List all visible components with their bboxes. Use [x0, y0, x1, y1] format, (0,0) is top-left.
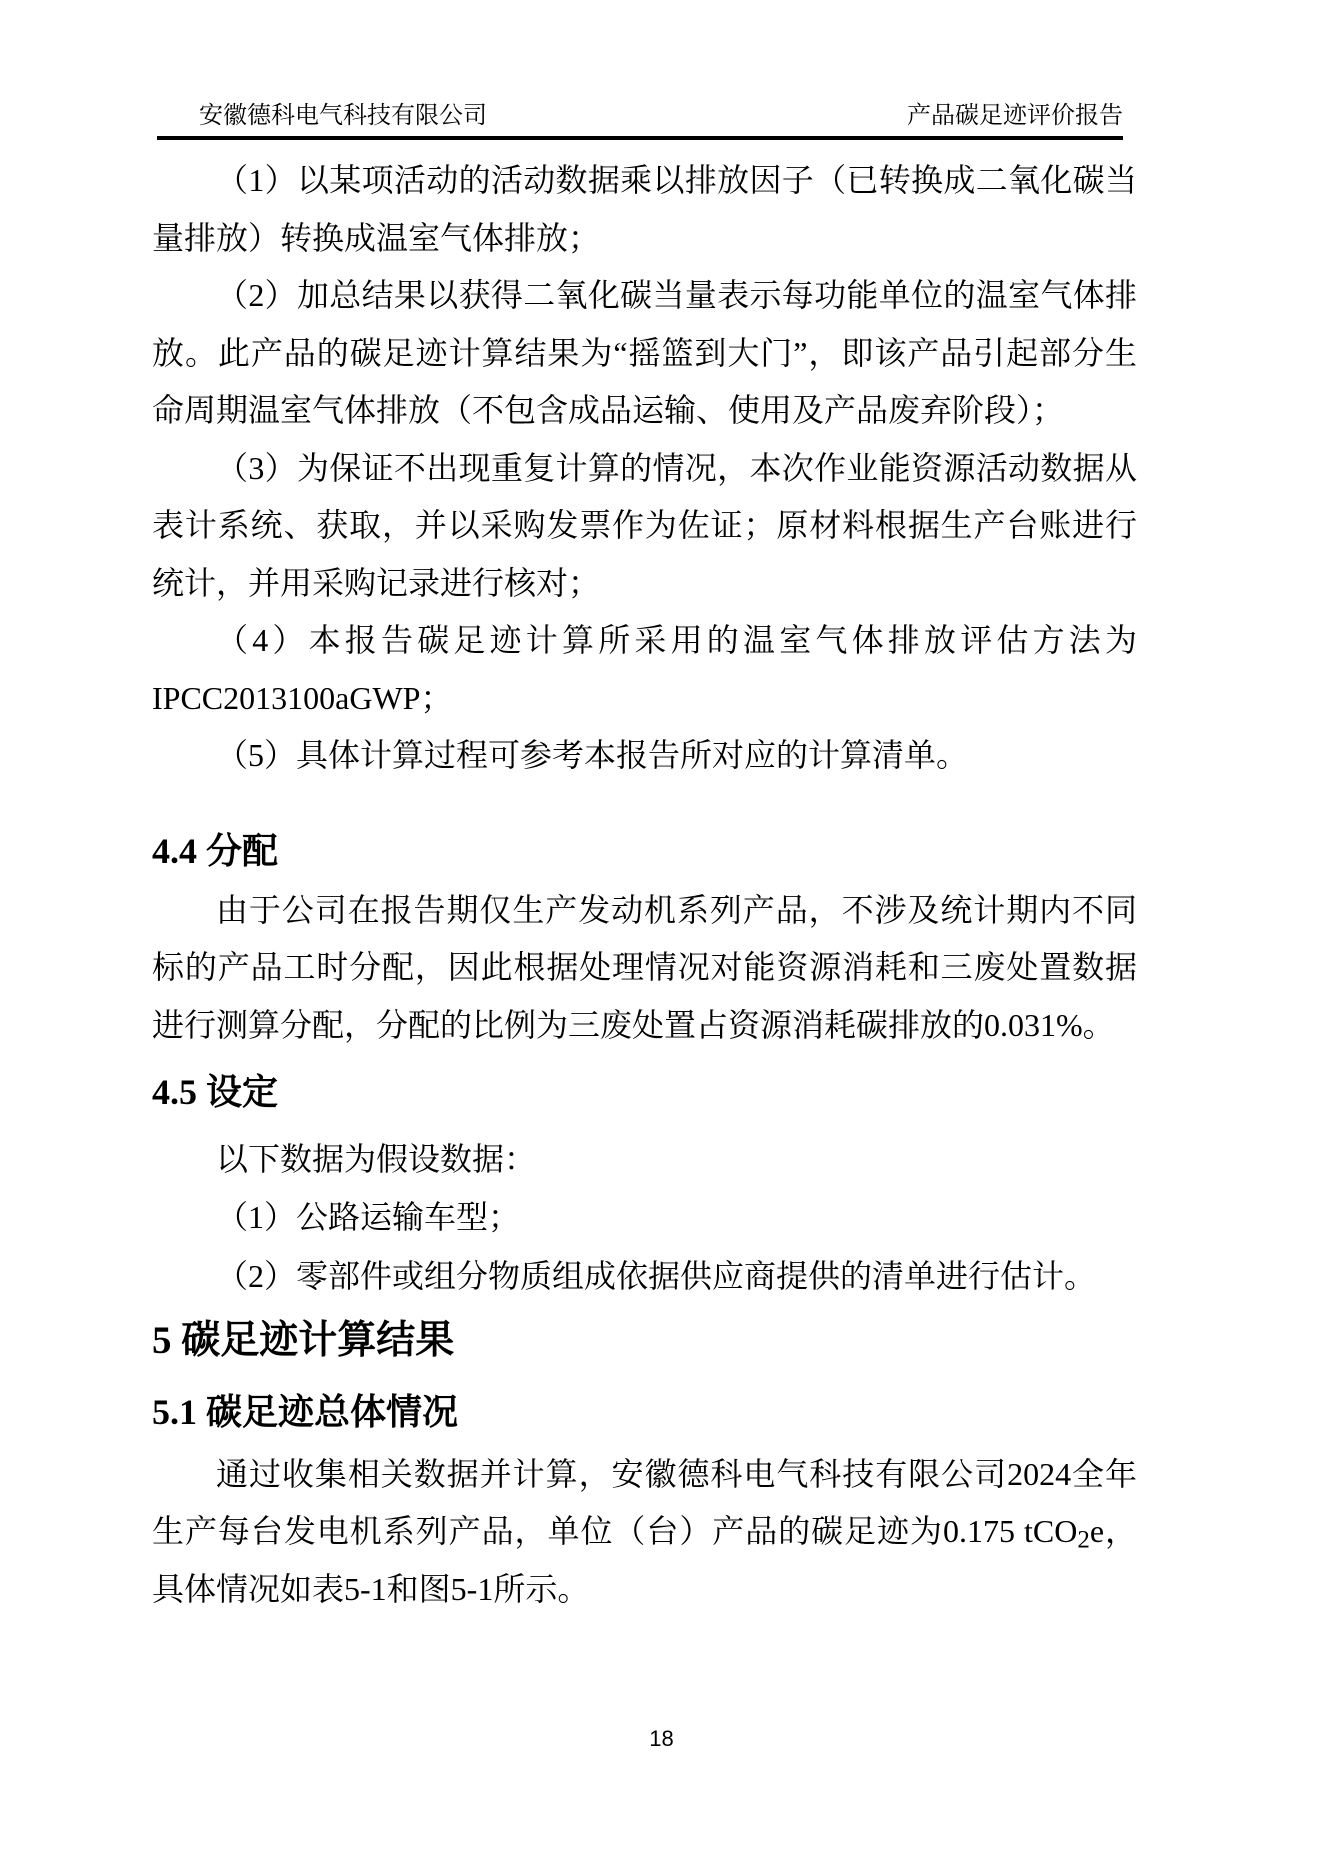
header-report-title: 产品碳足迹评价报告: [907, 103, 1123, 129]
paragraph-assumption-intro: 以下数据为假设数据：: [216, 1141, 537, 1177]
paragraph-method-step-5: （5）具体计算过程可参考本报告所对应的计算清单。: [216, 737, 969, 773]
paragraph-method-step-2: （2）加总结果以获得二氧化碳当量表示每功能单位的温室气体排放。此产品的碳足迹计算结果为“摇篮到大门”，即该产品引起部分生命周期温室气体排放（不包含成品运输、使用及产品废弃阶段）；: [152, 277, 1137, 428]
section-heading-4-4-allocation: 4.4 分配: [152, 830, 279, 871]
paragraph-assumption-2: （2）零部件或组分物质组成依据供应商提供的清单进行估计。: [216, 1258, 1097, 1294]
chapter-heading-5-results: 5 碳足迹计算结果: [152, 1318, 455, 1362]
result-text-after-subscript: e，具体情况如表5-1和图5-1所示。: [152, 1513, 1137, 1607]
result-text-before-subscript: 通过收集相关数据并计算，安徽德科电气科技有限公司2024全年生产每台发电机系列产品，单位（台）产品的碳足迹为0.175 tCO: [152, 1455, 1137, 1549]
paragraph-method-step-1: （1）以某项活动的活动数据乘以排放因子（已转换成二氧化碳当量排放）转换成温室气体排放；: [152, 162, 1137, 256]
section-heading-5-1-overview: 5.1 碳足迹总体情况: [152, 1391, 459, 1432]
paragraph-allocation: 由于公司在报告期仅生产发动机系列产品，不涉及统计期内不同标的产品工时分配，因此根据处理情况对能资源消耗和三废处置数据进行测算分配，分配的比例为三废处置占资源消耗碳排放的0.031%。: [152, 891, 1137, 1043]
header-company-name: 安徽德科电气科技有限公司: [199, 103, 487, 129]
paragraph-method-step-4: （4）本报告碳足迹计算所采用的温室气体排放评估方法为IPCC2013100aGWP；: [152, 622, 1137, 716]
paragraph-method-step-3: （3）为保证不出现重复计算的情况，本次作业能资源活动数据从表计系统、获取，并以采购发票作为佐证；原材料根据生产台账进行统计，并用采购记录进行核对；: [152, 449, 1137, 601]
document-body: [152, 0, 1137, 1618]
section-heading-4-5-assumptions: 4.5 设定: [152, 1072, 279, 1112]
page-number: 18: [649, 1726, 674, 1751]
paragraph-result-summary: [152, 1446, 1137, 1619]
co2-subscript: 2: [1077, 1526, 1090, 1554]
paragraph-assumption-1: （1）公路运输车型；: [216, 1198, 521, 1235]
